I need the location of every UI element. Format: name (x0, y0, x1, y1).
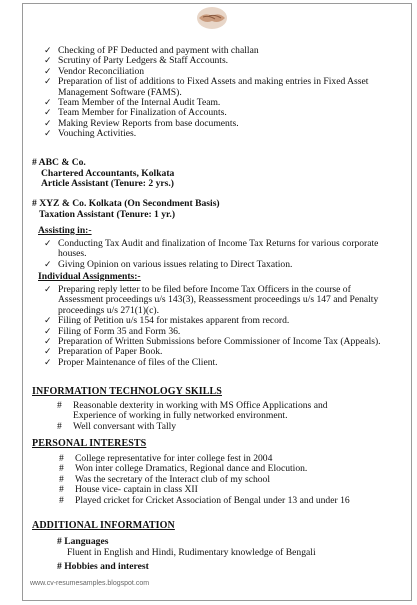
hash-bullet: # (59, 453, 64, 464)
list-item (44, 239, 393, 260)
list-item-text: College representative for inter college fest in 2004 (75, 453, 273, 464)
checkmark-icon: ✓ (44, 326, 52, 337)
additional-heading: ADDITIONAL INFORMATION (32, 520, 175, 531)
list-item-text: Filing of Petition u/s 154 for mistakes apparent from record. (58, 315, 290, 327)
checkmark-icon: ✓ (44, 239, 52, 249)
checkmark-icon: ✓ (44, 129, 52, 140)
checkmark-icon: ✓ (44, 357, 52, 368)
list-item-text: Played cricket for Cricket Association of Bengal under 13 and under 16 (75, 494, 350, 506)
hobbies-label: # Hobbies and interest (57, 561, 149, 572)
additional-section (32, 520, 392, 573)
list-item (57, 422, 367, 432)
list-item-text: Making Review Reports from base documents. (58, 117, 239, 129)
list-item-text: Was the secretary of the Interact club of my school (75, 473, 271, 485)
list-item-text: Preparation of Paper Book. (58, 346, 163, 358)
abc-role: Article Assistant (Tenure: 2 yrs.) (41, 178, 174, 189)
list-item-text: Conducting Tax Audit and finalization of Income Tax Returns for various corporate houses. (58, 238, 379, 260)
abc-employer-block (32, 158, 372, 190)
list-item-text: Preparing reply letter to be filed before Income Tax Officers in the course of Assessment proceedings u/s 143(3), Reassessment proceedings u/s 147 and Penalty proceedings u/s 271(1)(c). (58, 284, 379, 316)
list-item-text: Giving Opinion on various issues relating to Direct Taxation. (58, 258, 293, 270)
assisting-block (38, 225, 393, 270)
list-item-text: Won inter college Dramatics, Regional dance and Elocution. (75, 463, 308, 475)
list-item-text: Well conversant with Tally (73, 420, 177, 432)
handshake-icon (195, 4, 229, 32)
checkmark-icon: ✓ (44, 347, 52, 358)
list-item-text: Vendor Reconciliation (58, 65, 145, 77)
list-item-text: Preparation of list of additions to Fixed Assets and making entries in Fixed Asset Management Software (FAMS). (58, 76, 369, 98)
footer-url: www.cv-resumesamples.blogspot.com (30, 580, 150, 587)
checkmark-icon: ✓ (44, 316, 52, 327)
list-item-text: Filing of Form 35 and Form 36. (58, 325, 181, 337)
list-item-text: Preparation of Written Submissions before Commissioner of Income Tax (Appeals). (58, 336, 381, 348)
list-item (44, 260, 393, 270)
list-item (59, 496, 379, 506)
it-skills-section (32, 386, 392, 432)
list-item (57, 401, 367, 422)
languages-label: # Languages (57, 536, 109, 547)
list-item-text: Proper Maintenance of files of the Client. (58, 356, 218, 368)
hash-bullet: # (57, 400, 62, 411)
individual-heading: Individual Assignments:- (38, 271, 141, 282)
checkmark-icon: ✓ (44, 259, 52, 270)
list-item-text: Reasonable dexterity in working with MS Office Applications and Experience of working in fully networked environment. (73, 400, 328, 422)
list-item-text: Checking of PF Deducted and payment with challan (58, 45, 259, 56)
xyz-role: Taxation Assistant (Tenure: 1 yr.) (39, 208, 176, 220)
checkmark-icon: ✓ (44, 118, 52, 129)
hash-bullet: # (59, 463, 64, 475)
list-item-text: House vice- captain in class XII (75, 484, 198, 496)
abc-name: # ABC & Co. (32, 157, 86, 168)
individual-block (38, 271, 393, 368)
checkmark-icon: ✓ (44, 77, 52, 88)
list-item-text: Vouching Activities. (58, 128, 137, 140)
list-item (44, 77, 374, 98)
abc-firm: Chartered Accountants, Kolkata (41, 167, 175, 179)
hash-bullet: # (57, 420, 62, 432)
hash-bullet: # (59, 484, 64, 496)
interests-heading: PERSONAL INTERESTS (32, 438, 147, 449)
checkmark-icon: ✓ (44, 285, 52, 295)
hash-bullet: # (59, 473, 64, 485)
checkmark-icon: ✓ (44, 56, 52, 67)
hash-bullet: # (59, 494, 64, 506)
checkmark-icon: ✓ (44, 108, 52, 119)
checkmark-icon: ✓ (44, 66, 52, 77)
it-skills-heading: INFORMATION TECHNOLOGY SKILLS (32, 386, 222, 397)
assisting-heading: Assisting in:- (38, 225, 92, 236)
xyz-name: # XYZ & Co. Kolkata (On Secondment Basis) (32, 198, 220, 209)
checkmark-icon: ✓ (44, 98, 52, 109)
list-item (44, 358, 393, 368)
list-item-text: Team Member for Finalization of Accounts. (58, 107, 227, 119)
list-item (44, 129, 374, 139)
list-item (44, 285, 393, 316)
interests-section (32, 438, 392, 506)
list-item-text: Team Member of the Internal Audit Team. (58, 97, 221, 109)
xyz-employer-block (32, 199, 372, 220)
top-task-list (44, 46, 374, 140)
list-item-text: Scrutiny of Party Ledgers & Staff Accounts. (58, 55, 229, 67)
checkmark-icon: ✓ (44, 46, 52, 56)
checkmark-icon: ✓ (44, 337, 52, 348)
languages-text: Fluent in English and Hindi, Rudimentary knowledge of Bengali (67, 546, 316, 558)
